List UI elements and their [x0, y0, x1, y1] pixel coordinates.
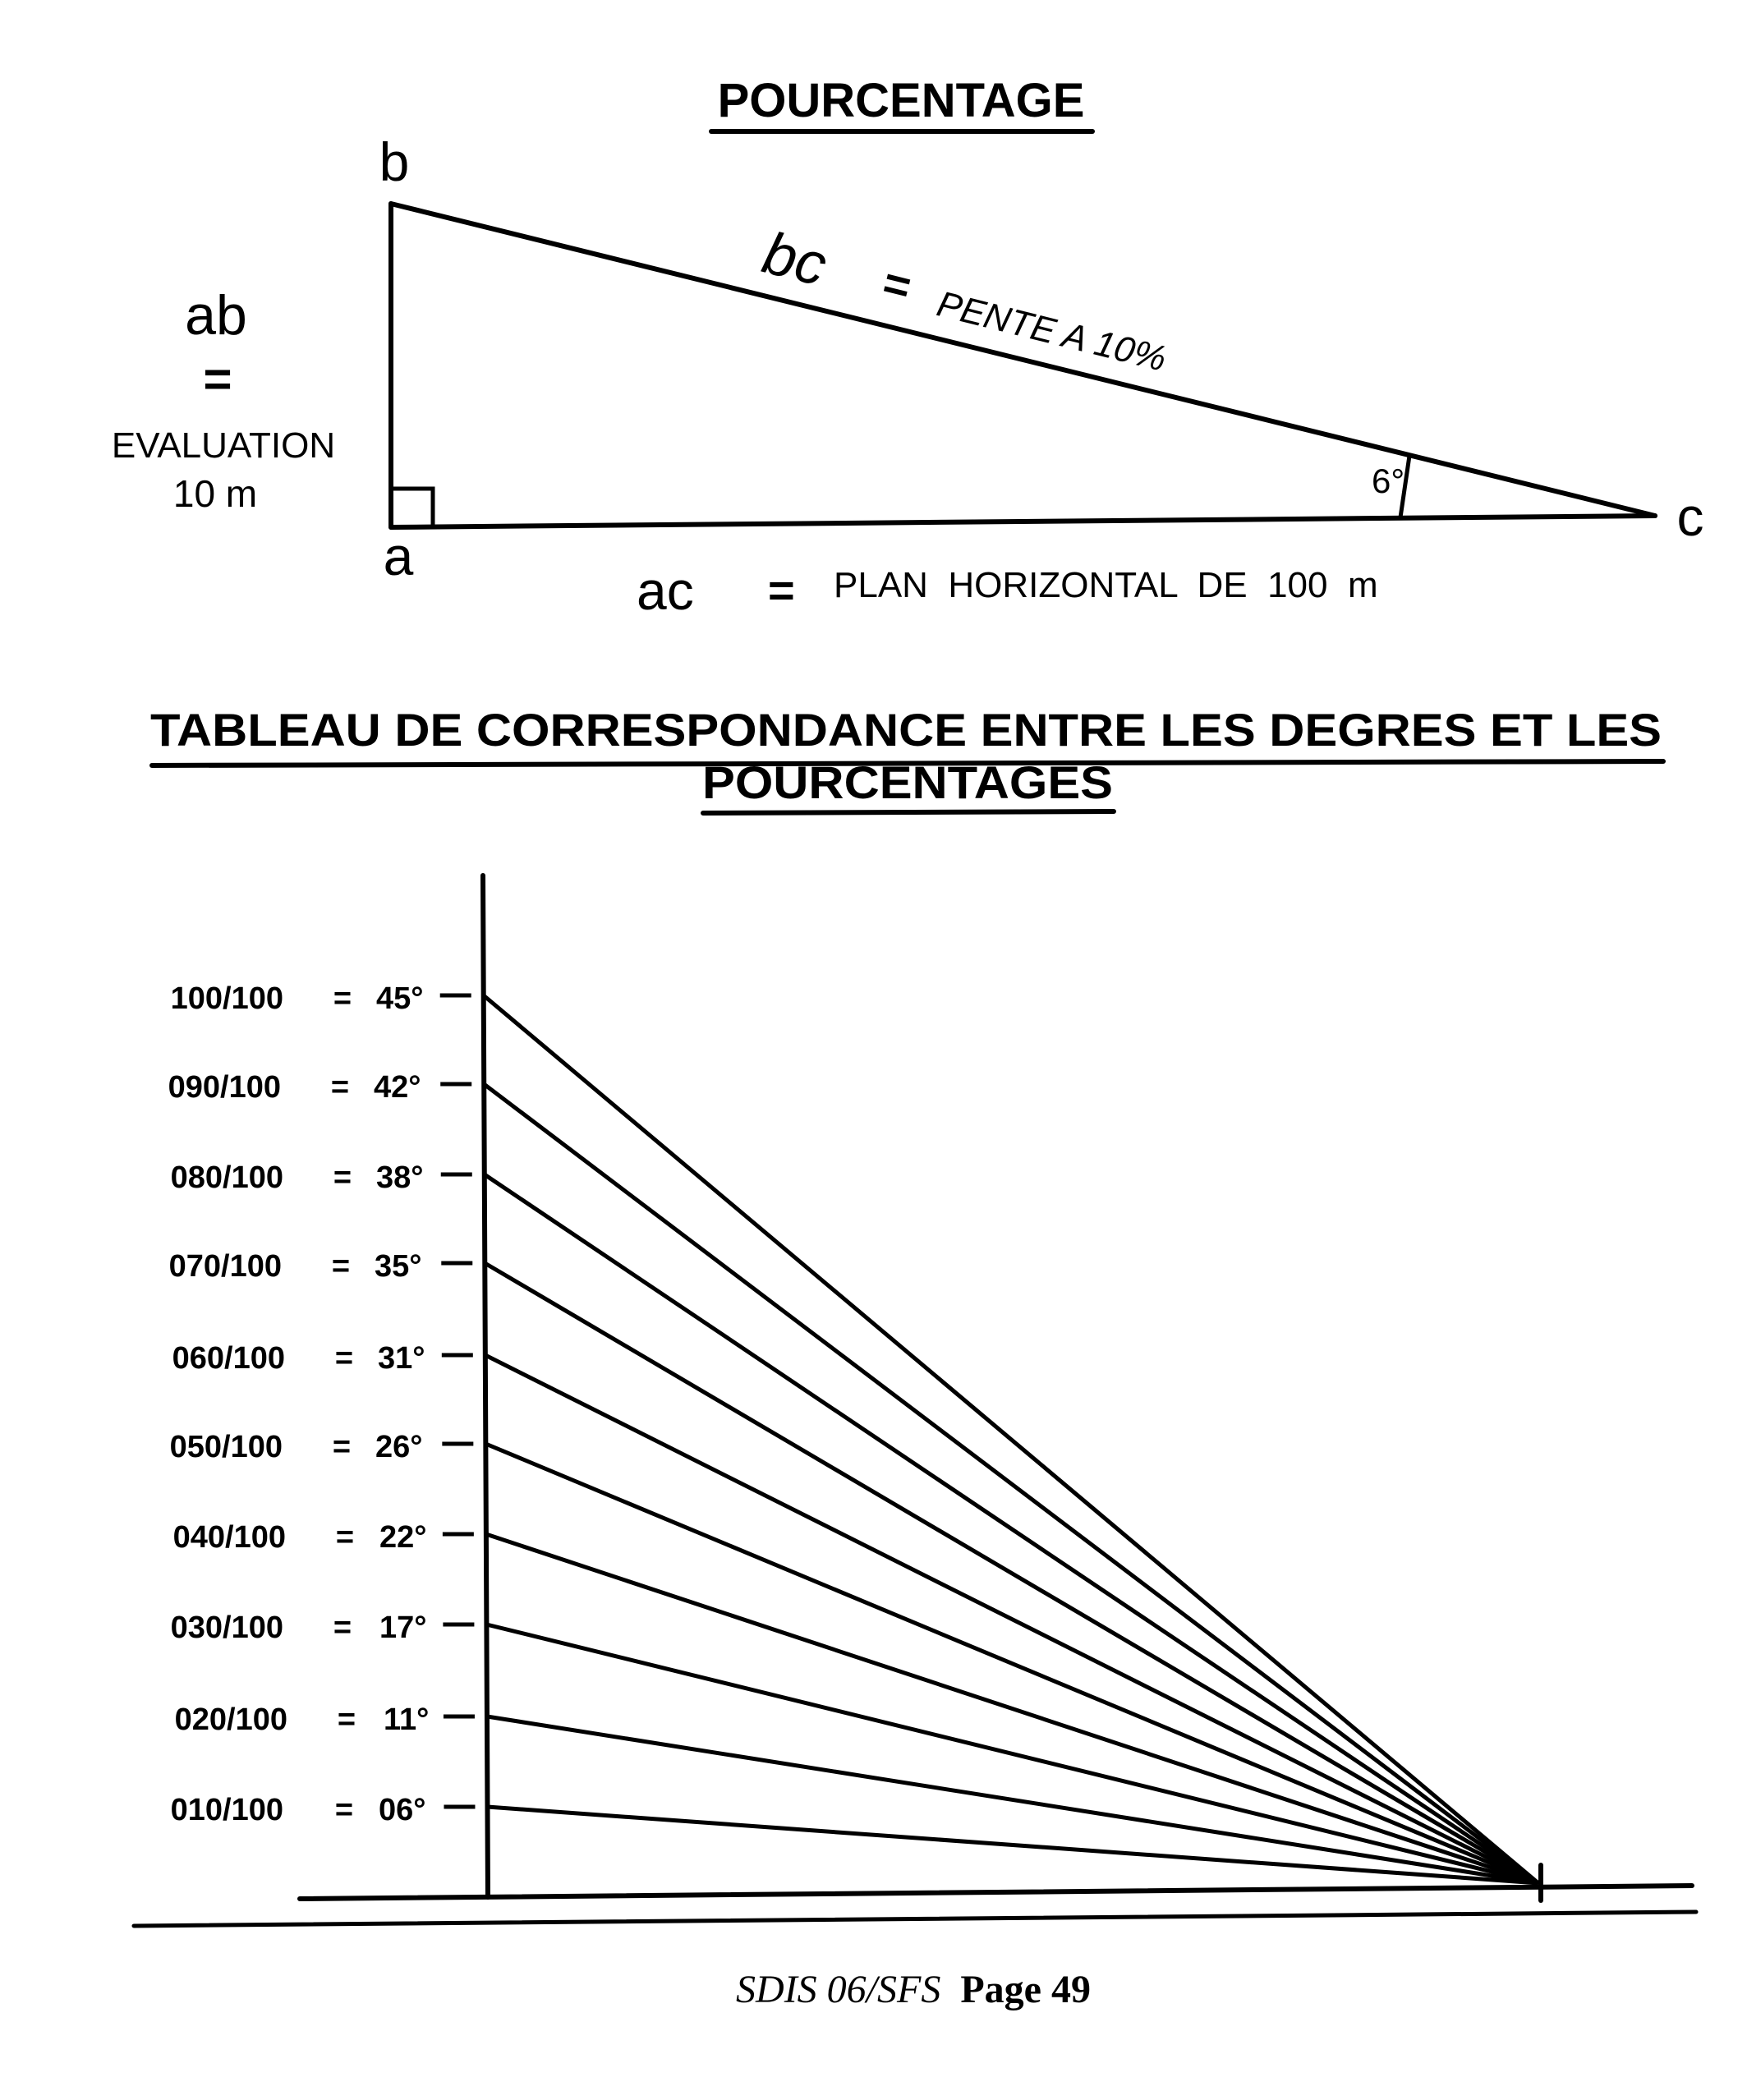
- ac-horizontal-text: PLAN HORIZONTAL DE 100 m: [834, 565, 1378, 605]
- row-percent: 010/100: [170, 1793, 283, 1827]
- row-degrees: 11°: [384, 1703, 430, 1737]
- page-footer: [736, 1968, 1091, 2011]
- table-row: [170, 1430, 423, 1464]
- row-equals: =: [333, 981, 352, 1016]
- triangle-diagram: [391, 204, 1655, 527]
- footer-org: SDIS 06/SFS: [736, 1968, 941, 2011]
- row-equals: =: [335, 1520, 355, 1555]
- slope-fan-diagram: [134, 875, 1696, 1926]
- row-equals: =: [337, 1703, 356, 1737]
- ac-symbol: ac: [637, 560, 694, 621]
- table-row: [168, 1070, 421, 1105]
- row-percent: 060/100: [172, 1341, 285, 1376]
- row-degrees: 22°: [379, 1520, 427, 1555]
- row-degrees: 31°: [378, 1341, 425, 1376]
- slope-line: [485, 1355, 1538, 1883]
- ab-evaluation-text: EVALUATION: [111, 425, 336, 466]
- row-percent: 090/100: [168, 1070, 281, 1105]
- row-percent: 020/100: [174, 1703, 287, 1737]
- section1-title: POURCENTAGE: [717, 74, 1085, 127]
- row-degrees: 17°: [379, 1611, 427, 1645]
- ab-value-text: 10 m: [172, 472, 258, 515]
- vertical-axis: [483, 875, 488, 1897]
- row-degrees: 45°: [376, 981, 424, 1016]
- row-percent: 040/100: [172, 1520, 286, 1555]
- row-degrees: 06°: [379, 1793, 426, 1827]
- vertex-label-a: a: [383, 526, 414, 586]
- bc-slope-text: PENTE A 10%: [933, 283, 1170, 379]
- table-row: [171, 1793, 426, 1827]
- table-row: [172, 1341, 425, 1376]
- right-angle-marker: [393, 489, 433, 526]
- row-degrees: 38°: [376, 1160, 424, 1195]
- slope-line: [484, 1084, 1538, 1883]
- row-equals: =: [333, 1611, 352, 1645]
- table-row: [175, 1703, 430, 1737]
- section2-title-line1: TABLEAU DE CORRESPONDANCE ENTRE LES DEGRES ET LES: [150, 704, 1662, 756]
- section2-title-underline-2: [703, 811, 1114, 813]
- row-percent: 050/100: [169, 1430, 283, 1464]
- vertex-label-b: b: [379, 131, 410, 192]
- slope-line: [485, 1174, 1538, 1883]
- row-equals: =: [334, 1341, 354, 1376]
- footer-page: Page 49: [960, 1968, 1091, 2011]
- table-row: [169, 1249, 422, 1284]
- table-row: [171, 1611, 427, 1645]
- slope-line: [486, 1534, 1538, 1883]
- table-row: [171, 1160, 424, 1195]
- ac-equals: =: [768, 564, 795, 616]
- row-degrees: 35°: [375, 1249, 422, 1284]
- row-equals: =: [333, 1160, 352, 1195]
- side-ac: [391, 516, 1655, 527]
- row-equals: =: [332, 1430, 352, 1464]
- slope-line: [487, 1716, 1538, 1883]
- horizontal-baseline: [300, 1886, 1692, 1899]
- slope-line: [485, 1263, 1538, 1883]
- row-percent: 100/100: [170, 981, 283, 1016]
- table-row: [173, 1520, 427, 1555]
- section2-title-line2: POURCENTAGES: [702, 756, 1113, 808]
- vertex-label-c: c: [1676, 486, 1704, 547]
- row-equals: =: [330, 1070, 350, 1105]
- page-rule: [134, 1912, 1696, 1926]
- row-equals: =: [334, 1793, 354, 1827]
- ab-label: [112, 284, 335, 515]
- bc-label: [756, 220, 1175, 384]
- row-equals: =: [331, 1249, 351, 1284]
- slope-lines: [484, 995, 1538, 1883]
- row-percent: 080/100: [170, 1160, 283, 1195]
- correspondence-table: [168, 981, 430, 1827]
- ac-label: [637, 560, 1378, 621]
- row-percent: 030/100: [170, 1611, 283, 1645]
- row-ticks: [440, 995, 476, 1807]
- slope-line: [484, 995, 1538, 1883]
- angle-label: 6°: [1372, 462, 1405, 500]
- ab-equals: =: [203, 352, 232, 407]
- side-bc: [391, 204, 1655, 516]
- row-percent: 070/100: [168, 1249, 282, 1284]
- bc-symbol: bc: [756, 219, 834, 299]
- ab-symbol: ab: [185, 284, 247, 347]
- svg-text:SDIS 06/SFS Page 49: [736, 1968, 1091, 2011]
- row-degrees: 26°: [375, 1430, 423, 1464]
- bc-equals: =: [877, 255, 917, 313]
- table-row: [171, 981, 424, 1016]
- row-degrees: 42°: [374, 1070, 421, 1105]
